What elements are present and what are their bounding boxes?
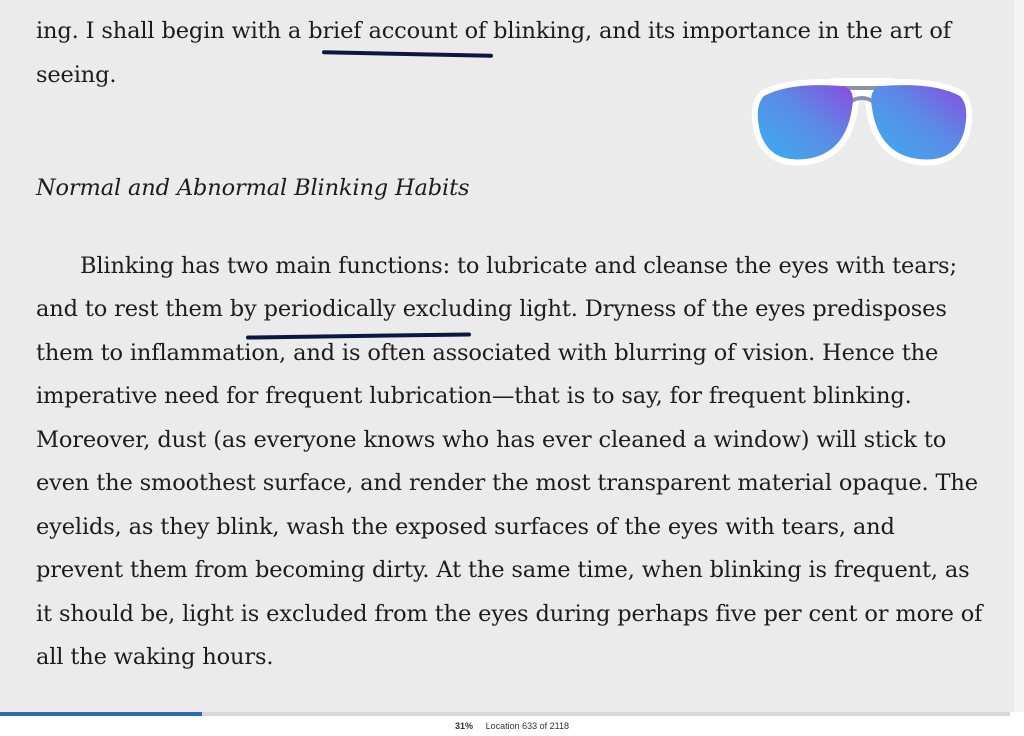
location-label: Location 633 of 2118 [485,721,569,731]
body-paragraph: Blinking has two main functions: to lubricate and cleanse the eyes with tears; and to rest them by periodically excluding light. Dryness of the eyes predisposes them to inflammation, and is often associated with blurring of vision. Hence the imperative need for frequent lubrication—that is to say, for frequent blinking. Moreover, dust (as everyone knows who has ever cleaned a window) will stick to even the smoothest surface, and render the most transparent material opaque. The eyelids, as they blink, wash the exposed surfaces of the eyes with tears, and prevent them from becoming dirty. At the same time, when blinking is frequent, as it should be, light is excluded from the eyes during perhaps five per cent or more of all the waking hours. [36,252,983,670]
progress-bar[interactable] [0,712,1010,716]
intro-line-1: ing. I shall begin with a brief account of blinking, and its importance in the art of [36,18,951,44]
section-heading: Normal and Abnormal Blinking Habits [36,175,470,201]
reading-footer [0,712,1024,736]
sunglasses-icon [750,72,974,172]
intro-line-2: seeing. [36,61,117,88]
progress-fill [0,712,202,716]
progress-percent: 31% [455,721,474,731]
location-info [0,721,1024,731]
scrollbar[interactable] [1014,0,1024,712]
